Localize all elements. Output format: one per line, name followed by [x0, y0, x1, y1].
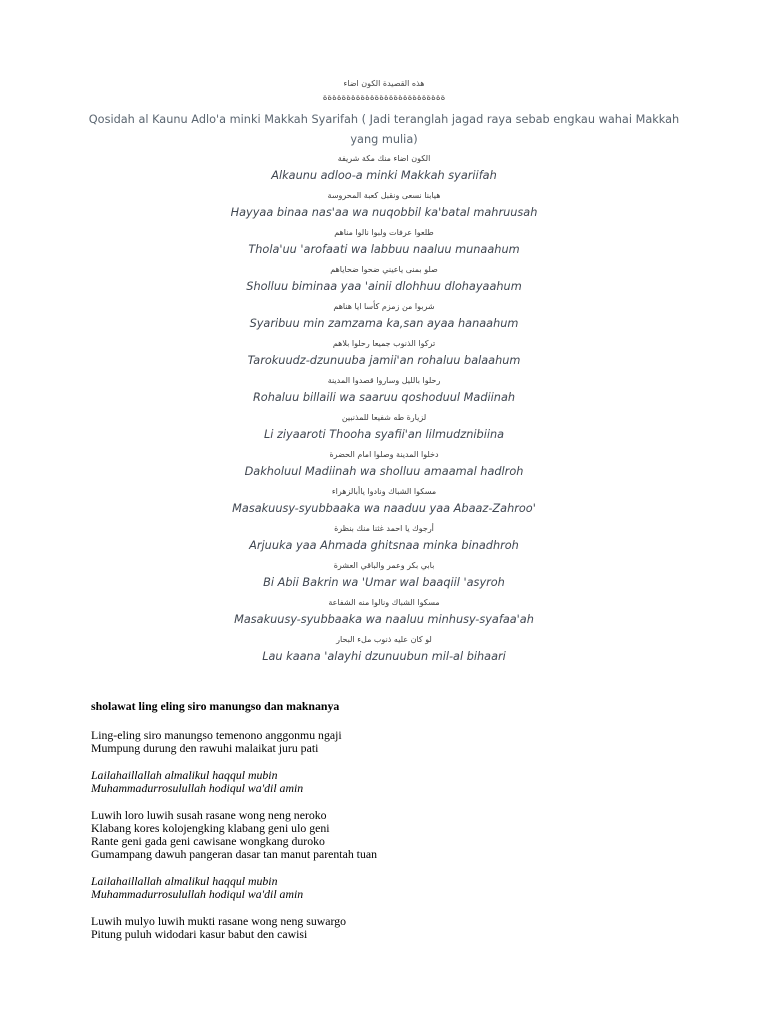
- stanza: [91, 875, 711, 901]
- arabic-line: شربوا من زمزم كأسا ايا هناهم: [333, 302, 435, 311]
- stanza-line: Pitung puluh widodari kasur babut den cawisi: [91, 927, 308, 941]
- latin-line: Bi Abii Bakrin wa 'Umar wal baaqiil 'asyroh: [263, 576, 505, 589]
- arabic-line: طلعوا عرفات ولبوا نالوا مناهم: [334, 228, 434, 237]
- sholawat-section: [91, 700, 711, 955]
- latin-line: Dakholuul Madiinah wa sholluu amaamal hadlroh: [244, 465, 524, 478]
- arabic-line: لو كان عليه ذنوب ملء البحار: [336, 635, 432, 644]
- arabic-title: هذه القصيدة الكون اضاء: [343, 79, 425, 88]
- stanza-line: Luwih mulyo luwih mukti rasane wong neng suwargo: [91, 914, 347, 928]
- latin-line: Lau kaana 'alayhi dzunuubun mil-al bihaari: [262, 650, 506, 663]
- latin-line: Syaribuu min zamzama ka,san ayaa hanaahum: [249, 317, 519, 330]
- arabic-line: رحلوا بالليل وساروا قصدوا المدينة: [327, 376, 441, 385]
- latin-line: Tarokuudz-dzunuuba jamii'an rohaluu balaahum: [247, 354, 521, 367]
- latin-line: Li ziyaaroti Thooha syafii'an lilmudznibiina: [263, 428, 505, 441]
- arabic-line: تركوا الذنوب جميعا رحلوا بلاهم: [332, 339, 436, 348]
- qasidah-intro: Qosidah al Kaunu Adlo'a minki Makkah Syarifah ( Jadi teranglah jagad raya sebab engkau wahai Makkah yang mulia): [88, 113, 680, 146]
- arabic-line: صلو بمنى ياعيني ضحوا ضحاياهم: [330, 265, 438, 274]
- latin-line: Arjuuka yaa Ahmada ghitsnaa minka binadhroh: [249, 539, 519, 552]
- arabic-line: أرجوك يا احمد غثنا منك بنظرة: [334, 524, 434, 533]
- arabic-line: لزيارة طه شفيعا للمذنبين: [341, 413, 427, 422]
- arabic-line: دخلوا المدينة وصلوا امام الحضرة: [329, 450, 439, 459]
- latin-line: Sholluu biminaa yaa 'ainii dlohhuu dlohayaahum: [246, 280, 522, 293]
- arabic-line: مسكوا الشباك ونادوا ياأبالزهراء: [331, 487, 437, 496]
- latin-line: Rohaluu billaili wa saaruu qoshoduul Madiinah: [252, 391, 516, 404]
- stanza: [91, 729, 711, 755]
- latin-line: Masakuusy-syubbaaka wa naaduu yaa Abaaz-Zahroo': [232, 502, 536, 515]
- stanza-line: Mumpung durung den rawuhi malaikat juru pati: [91, 741, 319, 755]
- stanza: [91, 809, 711, 861]
- latin-line: Hayyaa binaa nas'aa wa nuqobbil ka'batal mahruusah: [230, 206, 538, 219]
- qasidah-section: [0, 78, 768, 670]
- stanza-line: Rante geni gada geni cawisane wongkang duroko: [91, 834, 325, 848]
- sholawat-heading: sholawat ling eling siro manungso dan maknanya: [91, 699, 340, 713]
- sholawat-stanzas: [91, 729, 711, 941]
- stanza-line: Gumampang dawuh pangeran dasar tan manut parentah tuan: [91, 847, 377, 861]
- stanza-line: Lailahaillallah almalikul haqqul mubin: [91, 768, 278, 782]
- arabic-line: هيابنا نسعى ونقبل كعبة المحروسة: [327, 191, 441, 200]
- stanza: [91, 769, 711, 795]
- arabic-line: الكون اضاء منك مكة شريفة: [337, 154, 431, 163]
- stanza-line: Luwih loro luwih susah rasane wong neng neroko: [91, 808, 327, 822]
- latin-line: Masakuusy-syubbaaka wa naaluu minhusy-syafaa'ah: [234, 613, 534, 626]
- stanza-line: Muhammadurrosulullah hodiqul wa'dil amin: [91, 781, 304, 795]
- stanza-line: Muhammadurrosulullah hodiqul wa'dil amin: [91, 887, 304, 901]
- decorative-divider: ةةةةةةةةةةةةةةةةةةةةةةةةةة: [322, 93, 446, 103]
- arabic-line: مسكوا الشباك ونالوا منه الشفاعة: [328, 598, 440, 607]
- stanza-line: Klabang kores kolojengking klabang geni ulo geni: [91, 821, 330, 835]
- latin-line: Alkaunu adloo-a minki Makkah syariifah: [271, 169, 497, 182]
- stanza: [91, 915, 711, 941]
- stanza-line: Ling-eling siro manungso temenono anggonmu ngaji: [91, 728, 342, 742]
- stanza-line: Lailahaillallah almalikul haqqul mubin: [91, 874, 278, 888]
- qasidah-lines: [0, 152, 768, 670]
- latin-line: Thola'uu 'arofaati wa labbuu naaluu munaahum: [248, 243, 520, 256]
- arabic-line: بابي بكر وعمر والباقي العشرة: [333, 561, 435, 570]
